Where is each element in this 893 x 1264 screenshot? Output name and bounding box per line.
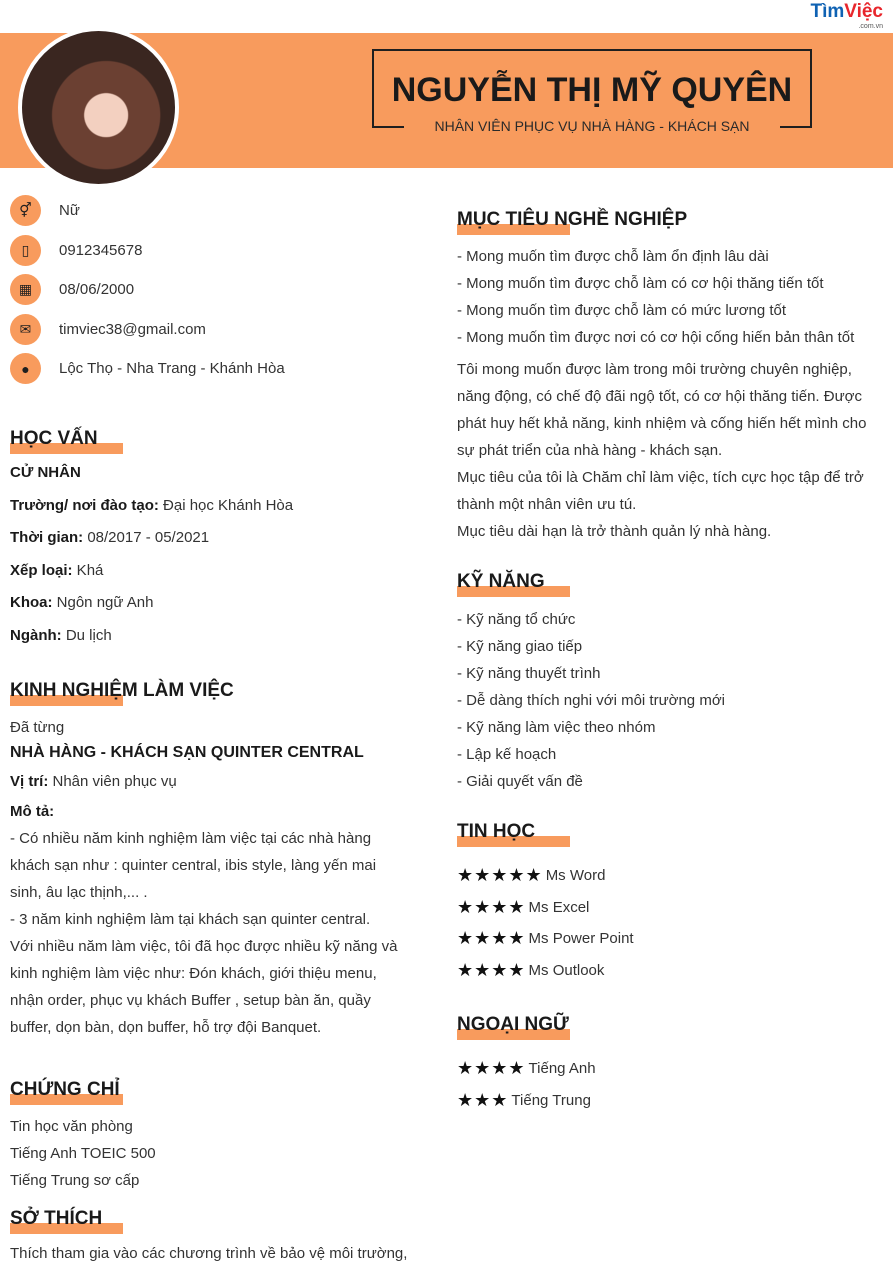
contact-birthday [10, 270, 285, 310]
objective-line: sự phát triển của nhà hàng - khách sạn. [457, 442, 723, 459]
email-icon: ✉ [10, 314, 41, 345]
description-label: Mô tả: [10, 803, 55, 820]
objective-item: - Mong muốn tìm được chỗ làm có mức lương tốt [457, 302, 787, 319]
description-line: kinh nghiệm làm việc như: Đón khách, giới thiệu menu, [10, 965, 377, 982]
language-list [457, 1053, 596, 1116]
section-title-objective [457, 209, 687, 235]
section-title-hobbies [10, 1208, 102, 1234]
experience-period: Đã từng [10, 719, 65, 736]
section-title-text: MỤC TIÊU NGHỀ NGHIỆP [457, 209, 688, 230]
education-row: Khoa: Ngôn ngữ Anh [10, 594, 154, 611]
timviec-logo[interactable] [810, 2, 883, 30]
objective-line: thành một nhân viên ưu tú. [457, 496, 637, 513]
it-list [457, 860, 634, 986]
candidate-name: NGUYỄN THỊ MỸ QUYÊN [391, 71, 793, 109]
logo-domain: .com.vn [858, 23, 883, 30]
section-title-it [457, 821, 535, 847]
contact-text: Nữ [59, 202, 80, 220]
phone-icon: ▯ [10, 235, 41, 266]
skill-item: - Lập kế hoạch [457, 746, 557, 763]
certificate-item: Tin học văn phòng [10, 1118, 133, 1135]
it-item [457, 923, 634, 955]
gender-icon: ⚥ [10, 195, 41, 226]
skill-item: - Kỹ năng giao tiếp [457, 638, 583, 655]
profile-avatar [18, 27, 179, 188]
company-name: NHÀ HÀNG - KHÁCH SẠN QUINTER CENTRAL [10, 744, 364, 761]
job-title: NHÂN VIÊN PHỤC VỤ NHÀ HÀNG - KHÁCH SẠN [404, 117, 780, 135]
education-row: Ngành: Du lịch [10, 626, 112, 644]
section-title-text: NGOẠI NGỮ [457, 1014, 569, 1035]
language-name: Tiếng Trung [511, 1091, 591, 1109]
section-title-text: KINH NGHIỆM LÀM VIỆC [10, 680, 234, 701]
description-line: sinh, âu lạc thịnh,... . [10, 884, 148, 901]
it-item-name: Ms Power Point [528, 930, 634, 948]
logo-tim: Tìm [810, 1, 845, 22]
hobbies-text: Thích tham gia vào các chương trình về bảo vệ môi trường, [10, 1245, 408, 1262]
skill-item: - Giải quyết vấn đề [457, 773, 583, 790]
description-line: Với nhiều năm làm việc, tôi đã học được nhiều kỹ năng và [10, 938, 398, 955]
objective-line: năng động, có chế độ đãi ngộ tốt, có cơ hội thăng tiến. Được [457, 388, 862, 405]
section-title-experience [10, 680, 234, 706]
logo-viec: Việc [844, 1, 883, 22]
section-title-languages [457, 1014, 569, 1040]
name-box [372, 49, 812, 134]
contact-text: Lộc Thọ - Nha Trang - Khánh Hòa [59, 360, 285, 378]
certificates-block [10, 1113, 156, 1194]
section-title-text: KỸ NĂNG [457, 571, 545, 592]
education-row: Xếp loại: Khá [10, 561, 104, 579]
section-title-text: CHỨNG CHỈ [10, 1079, 120, 1100]
description-line: khách sạn như : quinter central, ibis style, làng yến mai [10, 857, 377, 874]
language-name: Tiếng Anh [528, 1060, 596, 1078]
it-item [457, 892, 634, 924]
experience-position: Vị trí: Nhân viên phục vụ [10, 773, 177, 790]
skill-item: - Kỹ năng thuyết trình [457, 665, 601, 682]
it-item [457, 860, 634, 892]
education-block [10, 457, 293, 652]
description-line: buffer, dọn bàn, dọn buffer, hỗ trợ đội Banquet. [10, 1019, 322, 1036]
it-item-name: Ms Word [545, 867, 606, 885]
contact-text: timviec38@gmail.com [59, 320, 206, 338]
contact-gender [10, 191, 285, 231]
contact-list [10, 191, 285, 389]
skills-list [457, 606, 725, 795]
objective-line: Tôi mong muốn được làm trong môi trường chuyên nghiệp, [457, 361, 852, 378]
objective-item: - Mong muốn tìm được chỗ làm ổn định lâu dài [457, 248, 769, 265]
location-icon: ● [10, 353, 41, 384]
description-line: nhận order, phục vụ khách Buffer , setup bàn ăn, quầy [10, 992, 371, 1009]
objective-paragraph [457, 356, 866, 545]
degree: CỬ NHÂN [10, 464, 81, 481]
section-title-text: HỌC VẤN [10, 428, 98, 449]
it-item-name: Ms Outlook [528, 961, 605, 979]
it-item [457, 955, 634, 987]
experience-block [10, 716, 397, 1041]
rating-stars-icon: ★★★★ [457, 928, 526, 949]
rating-stars-icon: ★★★★ [457, 1058, 526, 1079]
contact-phone [10, 231, 285, 271]
objective-item: - Mong muốn tìm được nơi có cơ hội cống hiến bản thân tốt [457, 329, 855, 346]
objective-line: phát huy hết khả năng, kinh nhiệm và cống hiến hết mình cho [457, 415, 867, 432]
education-row: Trường/ nơi đào tạo: Đại học Khánh Hòa [10, 496, 294, 514]
objective-item: - Mong muốn tìm được chỗ làm có cơ hội thăng tiến tốt [457, 275, 824, 292]
description-line: - 3 năm kinh nghiệm làm tại khách sạn quinter central. [10, 911, 371, 928]
section-title-text: TIN HỌC [457, 821, 536, 842]
section-title-text: SỞ THÍCH [10, 1208, 103, 1229]
language-item [457, 1085, 596, 1117]
education-row: Thời gian: 08/2017 - 05/2021 [10, 529, 210, 546]
section-title-education [10, 428, 98, 454]
skill-item: - Kỹ năng làm việc theo nhóm [457, 719, 656, 736]
contact-address [10, 349, 285, 389]
objective-list [457, 243, 854, 351]
it-item-name: Ms Excel [528, 898, 590, 916]
skill-item: - Dễ dàng thích nghi với môi trường mới [457, 692, 725, 709]
rating-stars-icon: ★★★ [457, 1089, 509, 1110]
rating-stars-icon: ★★★★★ [457, 865, 543, 886]
rating-stars-icon: ★★★★ [457, 896, 526, 917]
section-title-certificates [10, 1079, 120, 1105]
certificate-item: Tiếng Anh TOEIC 500 [10, 1145, 156, 1162]
calendar-icon: ▦ [10, 274, 41, 305]
objective-line: Mục tiêu dài hạn là trở thành quản lý nhà hàng. [457, 523, 772, 540]
certificate-item: Tiếng Trung sơ cấp [10, 1172, 140, 1189]
contact-text: 08/06/2000 [59, 281, 135, 299]
section-title-skills [457, 571, 545, 597]
skill-item: - Kỹ năng tổ chức [457, 611, 576, 628]
description-line: - Có nhiều năm kinh nghiệm làm việc tại các nhà hàng [10, 830, 372, 847]
contact-email [10, 310, 285, 350]
rating-stars-icon: ★★★★ [457, 959, 526, 980]
contact-text: 0912345678 [59, 241, 143, 259]
language-item [457, 1053, 596, 1085]
objective-line: Mục tiêu của tôi là Chăm chỉ làm việc, tích cực học tập để trở [457, 469, 864, 486]
